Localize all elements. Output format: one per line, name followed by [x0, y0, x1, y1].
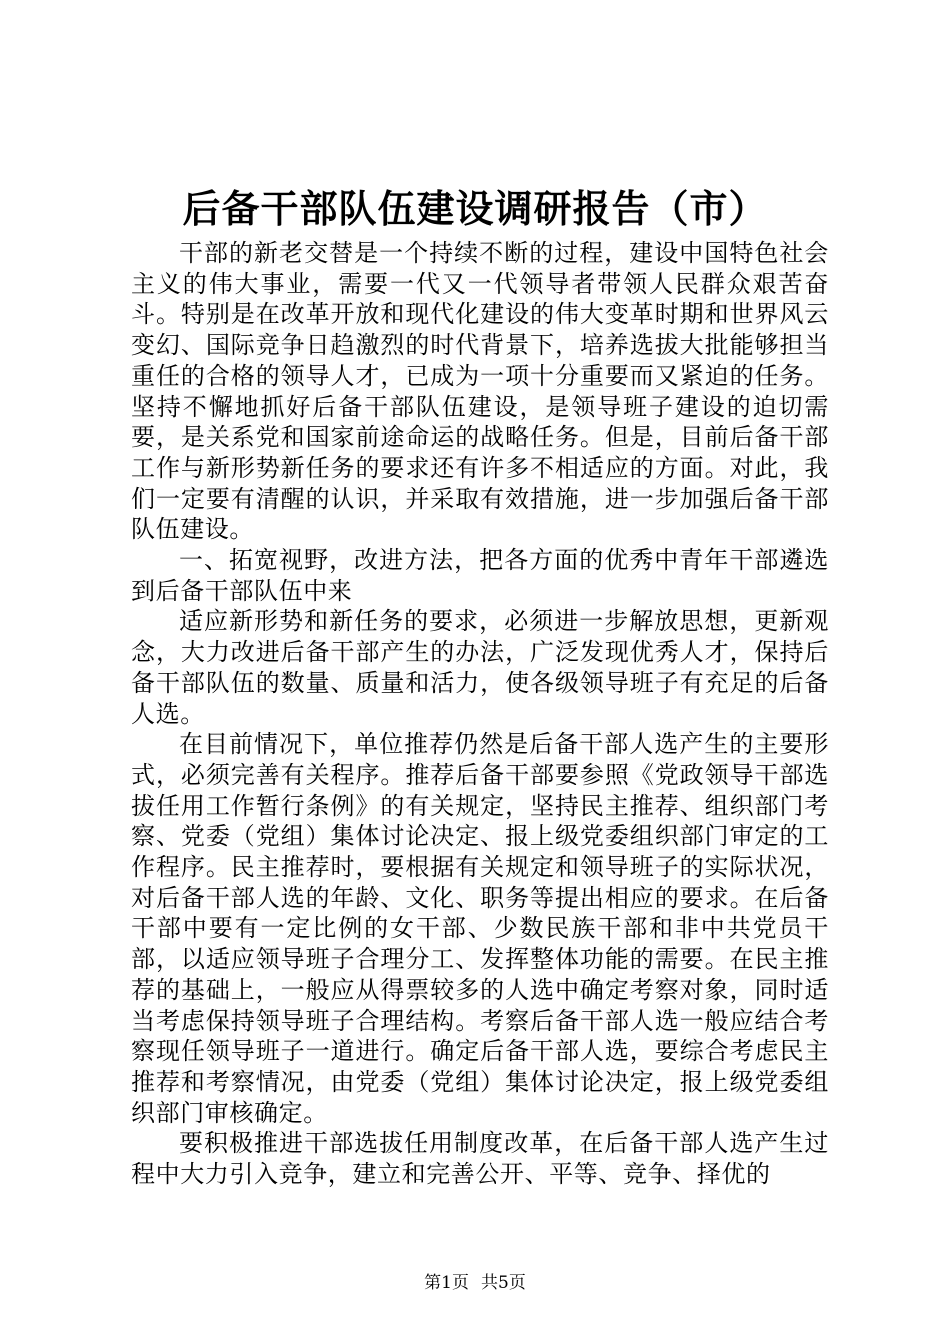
page-total: 共5页: [481, 1273, 526, 1293]
page-number: 第1页: [424, 1273, 469, 1293]
document-title: 后备干部队伍建设调研报告（市）: [182, 186, 768, 231]
paragraph-section-1a: 适应新形势和新任务的要求，必须进一步解放思想，更新观念，大力改进后备干部产生的办法，广泛发现优秀人才，保持后备干部队伍的数量、质量和活力，使各级领导班子有充足的后备人选。: [131, 607, 829, 728]
paragraph-section-1c: 要积极推进干部选拔任用制度改革，在后备干部人选产生过程中大力引入竞争，建立和完善公开、平等、竞争、择优的: [131, 1129, 829, 1189]
document-body: [131, 238, 829, 1190]
section-heading-1: 一、拓宽视野，改进方法，把各方面的优秀中青年干部遴选到后备干部队伍中来: [131, 546, 829, 605]
page-footer: [0, 1272, 950, 1294]
paragraph-intro: 干部的新老交替是一个持续不断的过程，建设中国特色社会主义的伟大事业，需要一代又一代领导者带领人民群众艰苦奋斗。特别是在改革开放和现代化建设的伟大变革时期和世界风云变幻、国际竞争日趋激烈的时代背景下，培养选拔大批能够担当重任的合格的领导人才，已成为一项十分重要而又紧迫的任务。坚持不懈地抓好后备干部队伍建设，是领导班子建设的迫切需要，是关系党和国家前途命运的战略任务。但是，目前后备干部工作与新形势新任务的要求还有许多不相适应的方面。对此，我们一定要有清醒的认识，并采取有效措施，进一步加强后备干部队伍建设。: [131, 239, 829, 544]
paragraph-section-1b: 在目前情况下，单位推荐仍然是后备干部人选产生的主要形式，必须完善有关程序。推荐后备干部要参照《党政领导干部选拔任用工作暂行条例》的有关规定，坚持民主推荐、组织部门考察、党委（党组）集体讨论决定、报上级党委组织部门审定的工作程序。民主推荐时，要根据有关规定和领导班子的实际状况，对后备干部人选的年龄、文化、职务等提出相应的要求。在后备干部中要有一定比例的女干部、少数民族干部和非中共党员干部，以适应领导班子合理分工、发挥整体功能的需要。在民主推荐的基础上，一般应从得票较多的人选中确定考察对象，同时适当考虑保持领导班子合理结构。考察后备干部人选一般应结合考察现任领导班子一道进行。确定后备干部人选，要综合考虑民主推荐和考察情况，由党委（党组）集体讨论决定，报上级党委组织部门审核确定。: [131, 730, 829, 1127]
